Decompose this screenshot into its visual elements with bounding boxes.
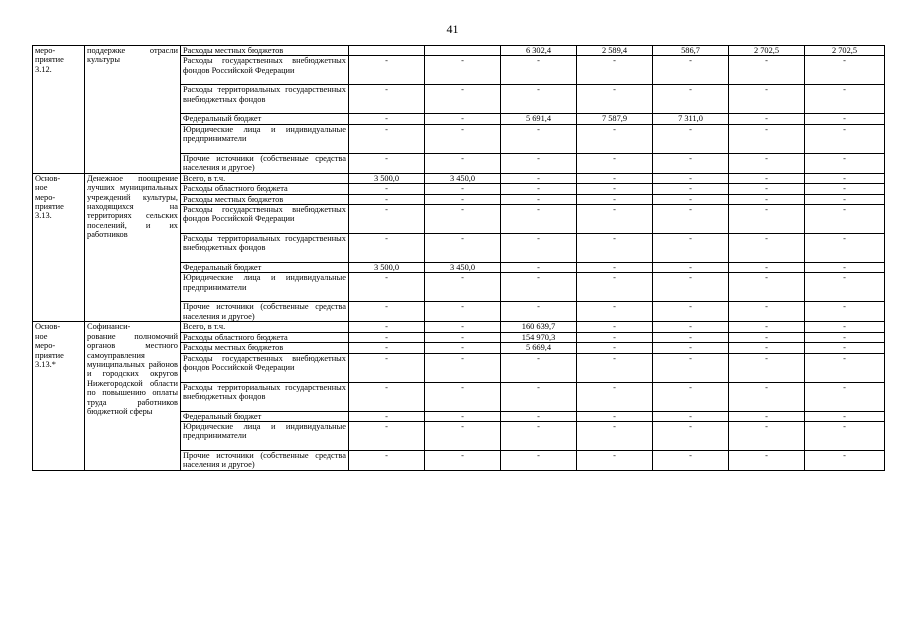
amount-cell: -	[425, 273, 501, 302]
amount-cell: -	[805, 263, 885, 273]
amount-cell: 3 450,0	[425, 263, 501, 273]
amount-cell: -	[729, 114, 805, 124]
funding-source: Федеральный бюджет	[181, 263, 349, 273]
amount-cell: -	[349, 153, 425, 173]
amount-cell: -	[425, 451, 501, 471]
amount-cell: -	[425, 422, 501, 451]
amount-cell: -	[425, 205, 501, 234]
amount-cell: -	[577, 56, 653, 85]
amount-cell: -	[577, 343, 653, 353]
funding-source: Прочие источники (собственные средства населения и другое)	[181, 302, 349, 322]
amount-cell: -	[501, 194, 577, 204]
amount-cell: -	[805, 451, 885, 471]
amount-cell: -	[729, 184, 805, 194]
amount-cell: -	[729, 124, 805, 153]
amount-cell: -	[501, 184, 577, 194]
amount-cell: -	[425, 184, 501, 194]
funding-source: Расходы территориальных государственных внебюджетных фондов	[181, 382, 349, 411]
amount-cell: -	[729, 273, 805, 302]
funding-source: Федеральный бюджет	[181, 114, 349, 124]
amount-cell: -	[349, 451, 425, 471]
amount-cell: -	[501, 382, 577, 411]
amount-cell: 7 587,9	[577, 114, 653, 124]
amount-cell: -	[729, 422, 805, 451]
funding-source: Расходы областного бюджета	[181, 332, 349, 342]
amount-cell: -	[501, 153, 577, 173]
amount-cell: -	[425, 56, 501, 85]
amount-cell: -	[729, 234, 805, 263]
amount-cell: -	[577, 153, 653, 173]
amount-cell: -	[805, 302, 885, 322]
funding-source: Расходы государственных внебюджетных фондов Российской Федерации	[181, 56, 349, 85]
amount-cell: -	[653, 332, 729, 342]
event-code: меро- приятие 3.12.	[33, 46, 85, 174]
amount-cell: -	[501, 422, 577, 451]
funding-source: Расходы местных бюджетов	[181, 46, 349, 56]
amount-cell: 5 691,4	[501, 114, 577, 124]
amount-cell: -	[653, 124, 729, 153]
amount-cell: -	[577, 205, 653, 234]
amount-cell: -	[729, 173, 805, 183]
amount-cell: 3 450,0	[425, 173, 501, 183]
amount-cell: -	[577, 302, 653, 322]
amount-cell: -	[653, 153, 729, 173]
amount-cell: -	[349, 205, 425, 234]
amount-cell: -	[729, 302, 805, 322]
amount-cell: -	[349, 353, 425, 382]
amount-cell: -	[425, 411, 501, 421]
amount-cell: 2 702,5	[805, 46, 885, 56]
amount-cell: -	[577, 451, 653, 471]
amount-cell: -	[501, 353, 577, 382]
amount-cell: -	[653, 422, 729, 451]
amount-cell: -	[425, 153, 501, 173]
event-name: поддержке отрасли культуры	[85, 46, 181, 174]
funding-source: Расходы местных бюджетов	[181, 343, 349, 353]
amount-cell: -	[729, 322, 805, 332]
amount-cell: -	[349, 343, 425, 353]
event-name: Софинанси- рование полномочий органов местного самоуправления муниципальных районов и городских округов Нижегородской области по повышению оплаты труда работников бюджетной сферы	[85, 322, 181, 471]
event-name: Денежное поощрение лучших муниципальных учреждений культуры, находящихся на территориях сельских поселений, и их работников	[85, 173, 181, 322]
amount-cell: -	[729, 194, 805, 204]
amount-cell: -	[349, 124, 425, 153]
amount-cell: -	[349, 411, 425, 421]
amount-cell: -	[653, 382, 729, 411]
funding-source: Расходы государственных внебюджетных фондов Российской Федерации	[181, 353, 349, 382]
amount-cell: 6 302,4	[501, 46, 577, 56]
amount-cell: -	[577, 173, 653, 183]
amount-cell: -	[805, 124, 885, 153]
table-row	[33, 322, 885, 332]
amount-cell: -	[501, 273, 577, 302]
amount-cell: -	[805, 153, 885, 173]
amount-cell: -	[729, 85, 805, 114]
amount-cell: -	[653, 184, 729, 194]
funding-source: Расходы областного бюджета	[181, 184, 349, 194]
amount-cell: -	[577, 322, 653, 332]
amount-cell: -	[805, 114, 885, 124]
amount-cell: -	[501, 124, 577, 153]
amount-cell: -	[805, 332, 885, 342]
funding-source: Прочие источники (собственные средства населения и другое)	[181, 153, 349, 173]
amount-cell: -	[501, 302, 577, 322]
amount-cell: -	[805, 173, 885, 183]
page-number: 41	[446, 22, 459, 36]
funding-source: Юридические лица и индивидуальные предприниматели	[181, 422, 349, 451]
amount-cell: -	[501, 85, 577, 114]
amount-cell: -	[805, 194, 885, 204]
amount-cell: -	[653, 85, 729, 114]
amount-cell: -	[729, 411, 805, 421]
amount-cell: -	[805, 184, 885, 194]
amount-cell: -	[653, 234, 729, 263]
amount-cell: -	[349, 184, 425, 194]
amount-cell: -	[501, 205, 577, 234]
funding-source: Федеральный бюджет	[181, 411, 349, 421]
table-row	[33, 173, 885, 183]
amount-cell: -	[425, 124, 501, 153]
funding-source: Всего, в т.ч.	[181, 322, 349, 332]
amount-cell: -	[349, 56, 425, 85]
amount-cell: -	[729, 263, 805, 273]
amount-cell: -	[577, 382, 653, 411]
amount-cell: -	[805, 205, 885, 234]
amount-cell: -	[349, 332, 425, 342]
funding-source: Расходы государственных внебюджетных фондов Российской Федерации	[181, 205, 349, 234]
amount-cell: -	[425, 343, 501, 353]
amount-cell: -	[805, 234, 885, 263]
amount-cell: -	[653, 56, 729, 85]
amount-cell: -	[577, 263, 653, 273]
funding-source: Расходы территориальных государственных внебюджетных фондов	[181, 85, 349, 114]
amount-cell: -	[349, 322, 425, 332]
amount-cell: -	[577, 85, 653, 114]
amount-cell: -	[653, 343, 729, 353]
amount-cell: -	[349, 85, 425, 114]
amount-cell: -	[805, 422, 885, 451]
amount-cell: -	[425, 353, 501, 382]
amount-cell: -	[425, 194, 501, 204]
amount-cell: -	[349, 302, 425, 322]
amount-cell: -	[653, 205, 729, 234]
amount-cell: -	[805, 353, 885, 382]
amount-cell: -	[501, 173, 577, 183]
amount-cell: -	[729, 353, 805, 382]
funding-source: Расходы территориальных государственных внебюджетных фондов	[181, 234, 349, 263]
amount-cell: 3 500,0	[349, 173, 425, 183]
amount-cell: -	[653, 173, 729, 183]
amount-cell: 586,7	[653, 46, 729, 56]
amount-cell: -	[653, 263, 729, 273]
amount-cell: -	[349, 382, 425, 411]
amount-cell: -	[729, 451, 805, 471]
amount-cell: -	[425, 85, 501, 114]
amount-cell: -	[805, 85, 885, 114]
amount-cell	[349, 46, 425, 56]
amount-cell: -	[577, 353, 653, 382]
amount-cell: 2 589,4	[577, 46, 653, 56]
amount-cell: -	[729, 343, 805, 353]
amount-cell: -	[425, 302, 501, 322]
amount-cell: -	[653, 302, 729, 322]
amount-cell: -	[349, 273, 425, 302]
amount-cell: -	[577, 124, 653, 153]
amount-cell: -	[729, 205, 805, 234]
event-code: Основ- ное меро- приятие 3.13.*	[33, 322, 85, 471]
amount-cell: -	[729, 56, 805, 85]
amount-cell: 5 669,4	[501, 343, 577, 353]
event-code: Основ- ное меро- приятие 3.13.	[33, 173, 85, 322]
amount-cell: -	[805, 411, 885, 421]
amount-cell: -	[577, 422, 653, 451]
amount-cell: -	[577, 411, 653, 421]
amount-cell: -	[577, 234, 653, 263]
amount-cell: -	[653, 194, 729, 204]
amount-cell: -	[425, 114, 501, 124]
funding-source: Прочие источники (собственные средства населения и другое)	[181, 451, 349, 471]
amount-cell: -	[653, 322, 729, 332]
amount-cell	[425, 46, 501, 56]
amount-cell: -	[501, 411, 577, 421]
amount-cell: -	[577, 332, 653, 342]
table-row	[33, 46, 885, 56]
amount-cell: -	[349, 114, 425, 124]
amount-cell: -	[653, 451, 729, 471]
amount-cell: 7 311,0	[653, 114, 729, 124]
amount-cell: -	[349, 194, 425, 204]
amount-cell: -	[653, 273, 729, 302]
amount-cell: -	[577, 194, 653, 204]
amount-cell: 160 639,7	[501, 322, 577, 332]
amount-cell: -	[425, 234, 501, 263]
amount-cell: -	[577, 184, 653, 194]
funding-source: Юридические лица и индивидуальные предприниматели	[181, 124, 349, 153]
amount-cell: -	[501, 234, 577, 263]
amount-cell: -	[653, 411, 729, 421]
amount-cell: 2 702,5	[729, 46, 805, 56]
amount-cell: -	[805, 343, 885, 353]
amount-cell: -	[805, 56, 885, 85]
amount-cell: -	[729, 153, 805, 173]
amount-cell: -	[425, 322, 501, 332]
amount-cell: -	[805, 273, 885, 302]
amount-cell: -	[349, 234, 425, 263]
amount-cell: -	[501, 451, 577, 471]
amount-cell: -	[501, 263, 577, 273]
funding-source: Расходы местных бюджетов	[181, 194, 349, 204]
amount-cell: -	[805, 322, 885, 332]
amount-cell: 3 500,0	[349, 263, 425, 273]
amount-cell: -	[425, 382, 501, 411]
funding-source: Всего, в т.ч.	[181, 173, 349, 183]
amount-cell: -	[805, 382, 885, 411]
amount-cell: -	[653, 353, 729, 382]
amount-cell: -	[501, 56, 577, 85]
funding-table	[32, 45, 885, 471]
amount-cell: -	[729, 332, 805, 342]
amount-cell: -	[577, 273, 653, 302]
amount-cell: -	[729, 382, 805, 411]
funding-source: Юридические лица и индивидуальные предприниматели	[181, 273, 349, 302]
amount-cell: -	[349, 422, 425, 451]
amount-cell: -	[425, 332, 501, 342]
amount-cell: 154 970,3	[501, 332, 577, 342]
